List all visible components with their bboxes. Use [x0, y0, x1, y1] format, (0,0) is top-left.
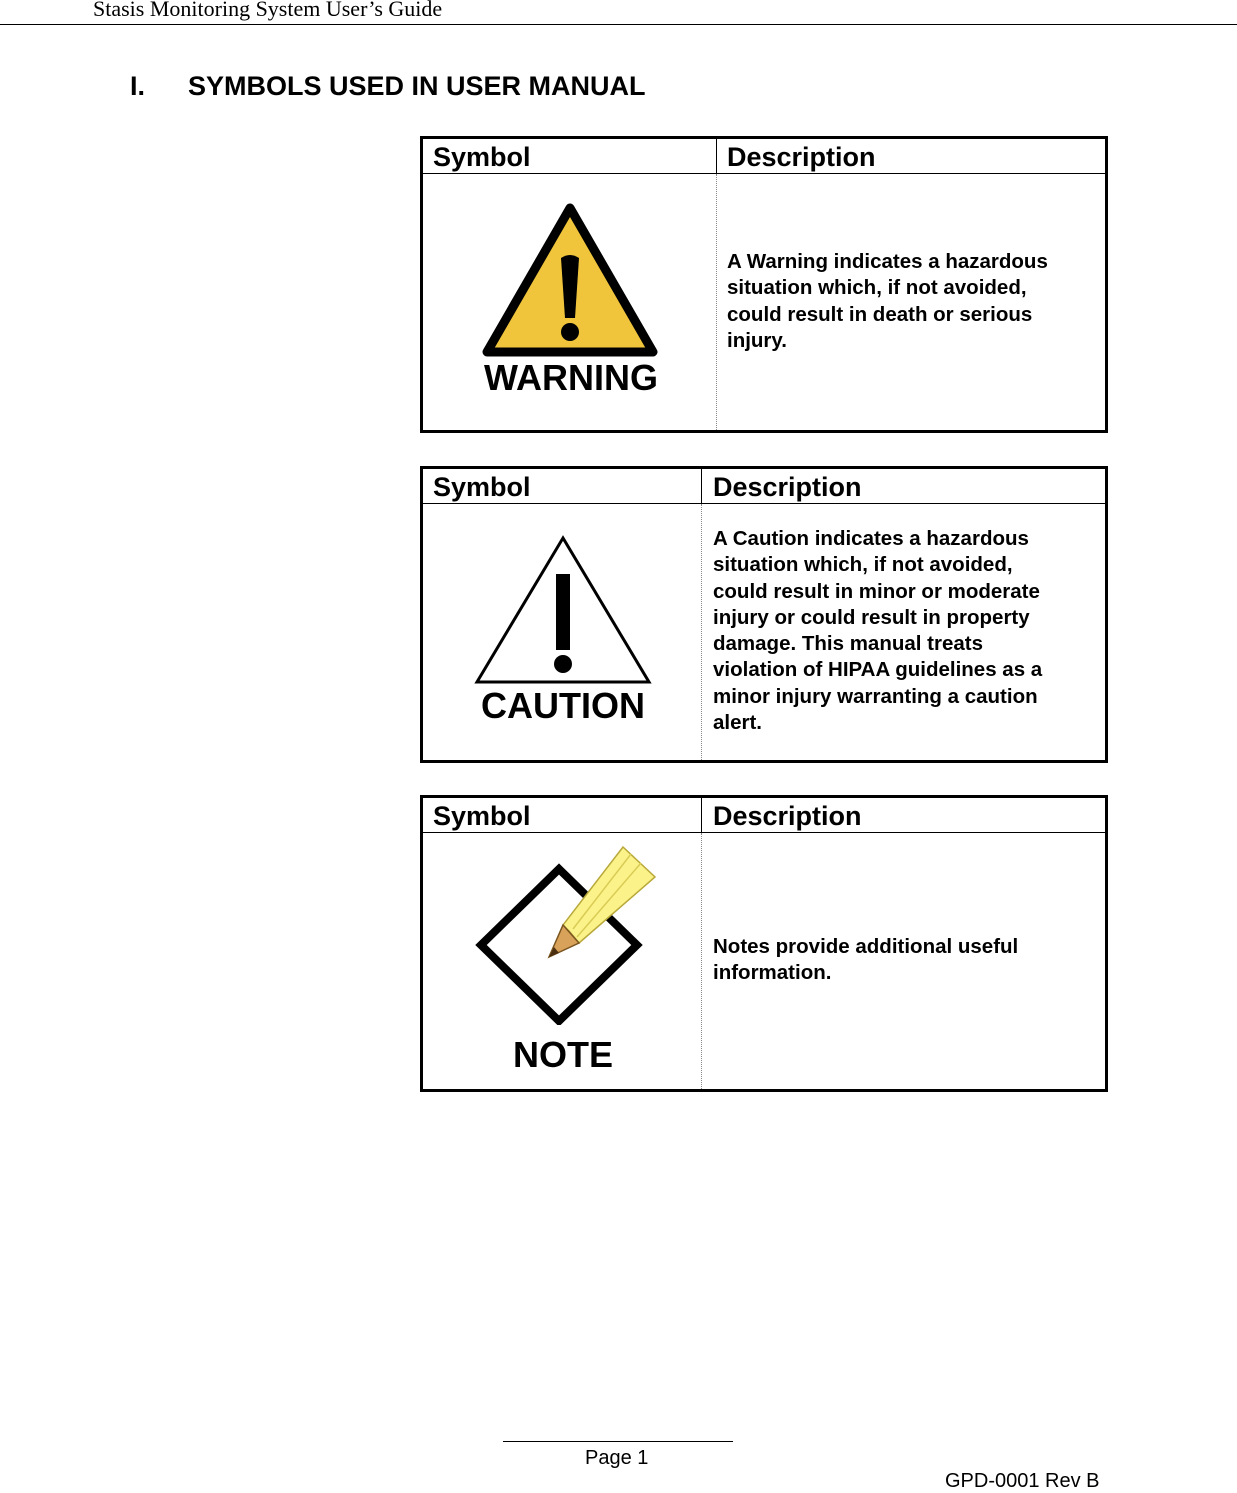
note-symbol-table [420, 795, 1108, 1092]
caution-triangle-icon [473, 534, 653, 686]
warning-triangle-icon [481, 202, 659, 358]
caution-symbol-table [420, 466, 1108, 763]
table-header-row [423, 469, 1105, 504]
table-body-row [423, 833, 1105, 1089]
caution-icon-label: CAUTION [481, 685, 645, 726]
section-title: SYMBOLS USED IN USER MANUAL [188, 71, 646, 101]
document-id: GPD-0001 Rev B [945, 1470, 1100, 1492]
section-heading [130, 68, 646, 104]
warning-description: A Warning indicates a hazardous situation which, if not avoided, could result in death or serious injury. [727, 250, 1048, 352]
table-header-row [423, 798, 1105, 833]
section-number: I. [130, 71, 146, 101]
table-body-row [423, 504, 1105, 760]
page-number: Page 1 [585, 1447, 649, 1469]
header-rule [0, 24, 1237, 25]
note-icon-label: NOTE [512, 1034, 613, 1075]
document-header-title: Stasis Monitoring System User’s Guide [93, 0, 443, 21]
symbol-column-header: Symbol [433, 142, 531, 172]
warning-icon-label: WARNING [484, 357, 658, 398]
table-body-row [423, 174, 1105, 430]
caution-description: A Caution indicates a hazardous situation which, if not avoided, could result in minor or moderate injury or could result in property damage. This manual treats violation of HIPAA guidelines as a minor injury warranting a caution alert. [713, 527, 1043, 735]
description-column-header: Description [727, 142, 876, 172]
table-header-row [423, 139, 1105, 174]
note-pencil-icon [473, 845, 663, 1025]
description-column-header: Description [713, 801, 862, 831]
symbol-column-header: Symbol [433, 801, 531, 831]
description-column-header: Description [713, 472, 862, 502]
warning-symbol-table [420, 136, 1108, 433]
note-description: Notes provide additional useful information. [713, 935, 1019, 985]
footer-rule [503, 1441, 733, 1442]
symbol-column-header: Symbol [433, 472, 531, 502]
